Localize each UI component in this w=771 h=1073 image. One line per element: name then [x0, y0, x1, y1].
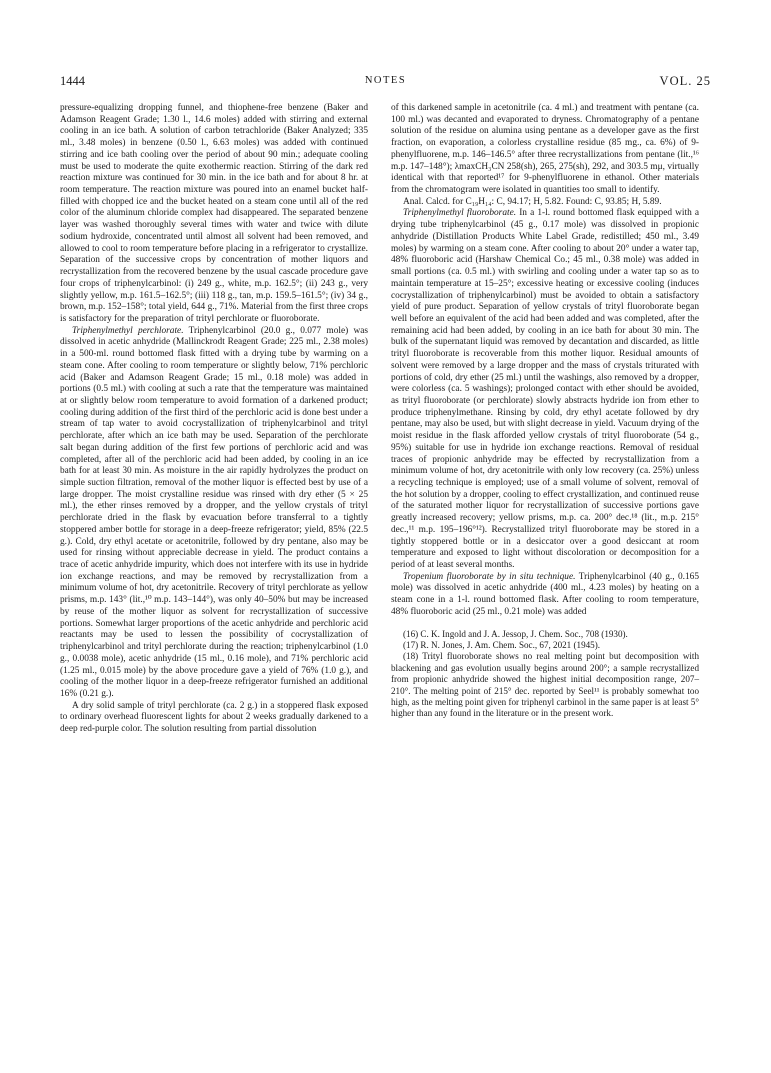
section-title: Triphenylmethyl perchlorate. [72, 325, 184, 336]
volume-label: VOL. 25 [659, 74, 711, 88]
paragraph-text: Triphenylcarbinol (20.0 g., 0.077 mole) was dissolved in acetic anhydride (Mallinckrodt Reagent Grade; 225 ml., 2.38 moles) in a 500-ml. round bottomed flask fitted with a drying tube by warming on a steam cone. After cooling to room temperature or slightly below, 71% perchloric acid (Baker and Adamson Reagent Grade; 15 ml., 0.18 mole) was added in portions (0.5 ml.) with cooling at such a rate that the temperature was maintained at or slightly below room temperature to avoid formation of a darkened product; cooling during addition of the first third of the perchloric acid is done best under a stream of tap water to avoid cocrystallization of triphenylcarbinol and trityl perchlorate, after which an ice bath may be used. Separation of the perchlorate salt began during addition of the first few portions of perchloric acid and was completed, after all of the perchloric acid had been added, by cooling in an ice bath for at least 30 min. As moisture in the air rapidly hydrolyzes the product on simple suction filtration, removal of the mother liquor is effected best by use of a large dropper. The moist crystalline residue was rinsed with dry ether (5 × 25 ml.), the ether rinses removed by a dropper, and the yellow crystals of trityl perchlorate dried in the flask by evacuation before transferral to a tightly stoppered amber bottle for storage in a deep-freeze refrigerator; yield, 85% (22.5 g.). Cold, dry ethyl acetate or acetonitrile, followed by dry pentane, also may be used for rinsing without appreciable decrease in yield. The product contains a trace of acetic anhydride impurity, which does not interfere with its use in hydride ion exchange reactions, and may be removed by recrystallization from a minimum volume of hot, dry acetonitrile. Recovery of trityl perchlorate as yellow prisms, m.p. 143° (lit.,¹⁰ m.p. 143–144°), was only 40–50% but may be increased by reuse of the mother liquor as solvent for recrystallization of successive portions. Somewhat larger proportions of the acetic anhydride and perchloric acid reactants may be used to lessen the possibility of cocrystallization of triphenylcarbinol and trityl perchlorate during the reaction; triphenylcarbinol (1.0 g., 0.0038 mole), acetic anhydride (15 ml., 0.16 mole), and 71% perchloric acid (1.25 ml., 0.015 mole) by the above procedure gave a yield of 76% (1.0 g.), and cooling of the mother liquor in a deep-freeze refrigerator furnished an additional 16% (0.21 g.). [60, 325, 368, 699]
left-column [60, 103, 368, 736]
paragraph-trityl-fluoroborate [391, 208, 699, 571]
section-title: Tropenium fluoroborate by in situ technique. [403, 571, 576, 582]
paragraph-trityl-perchlorate [60, 326, 368, 701]
paragraph: A dry solid sample of trityl perchlorate (ca. 2 g.) in a stoppered flask exposed to ordinary overhead fluorescent lights for about 2 weeks gradually darkened to a deep red-purple color. The solution resulting from partial dissolution [60, 700, 368, 735]
footnote-18: (18) Trityl fluoroborate shows no real melting point but decomposition with blackening and gas evolution usually begins around 200°; a sample recrystallized from propionic anhydride showed the highest initial decomposition range, 207–210°. The melting point of 215° dec. reported by Seel¹¹ is probably somewhat too high, as the melting point given for triphenyl carbinol in the same paper is at least 5° higher than any found in the literature or in the present work. [391, 651, 699, 719]
paragraph-text: Triphenylcarbinol (40 g., 0.165 mole) was dissolved in acetic anhydride (400 ml., 4.23 moles) by heating on a steam cone in a 1-l. round bottomed flask. After cooling to room temperature, 48% fluoroboric acid (25 ml., 0.21 mole) was added [391, 571, 699, 617]
paragraph: pressure-equalizing dropping funnel, and thiophene-free benzene (Baker and Adamson Reagent Grade; 1.30 l., 14.6 moles) added with stirring and external cooling in an ice bath. A solution of carbon tetrachloride (Baker Analyzed; 335 ml., 3.48 moles) in benzene (0.50 l., 6.63 moles) was added with continued stirring and ice bath cooling over the period of about 90 min.; adequate cooling must be used to moderate the quite exothermic reaction. Stirring of the dark red reaction mixture was continued for 30 min. in the ice bath and for about 8 hr. at room temperature. The reaction mixture was poured into an enamel bucket half-filled with chopped ice and the bucket heated on a steam cone until all of the red color of the aluminum chloride complex had disappeared. The separated benzene layer was washed thoroughly several times with water and twice with dilute sodium hydroxide, concentrated until almost all solvent had been removed, and allowed to cool to room temperature before placing in a refrigerator to crystallize. Separation of the successive crops by concentration of mother liquors and recrystallization from the recovered benzene by the usual cascade procedure gave four crops of triphenylcarbinol: (i) 249 g., white, m.p. 162.5°; (ii) 243 g., very slightly yellow, m.p. 161.5–162.5°; (iii) 118 g., tan, m.p. 159.5–161.5°; (iv) 34 g., brown, m.p. 152–158°; total yield, 644 g., 71%. Material from the first three crops is satisfactory for the preparation of trityl perchlorate or fluoroborate. [60, 103, 368, 324]
analysis-line: Anal. Calcd. for C₁₉H₁₄: C, 94.17; H, 5.82. Found: C, 93.85; H, 5.89. [403, 196, 662, 207]
paragraph-tropenium-fluoroborate [391, 572, 699, 619]
paragraph-text: In a 1-l. round bottomed flask equipped with a drying tube triphenylcarbinol (45 g., 0.17 mole) was dissolved in propionic anhydride (Distillation Products White Label Grade, redistilled; 450 ml., 3.49 moles) by warming on a steam cone. After cooling to about 20° under a water tap, 48% fluoroboric acid (Harshaw Chemical Co.; 45 ml., 0.38 mole) was added in small portions (ca. 0.5 ml.) with swirling and cooling under a water tap so as to maintain temperature at 15–25°; excessive heating or excessive cooling (induces cocrystallization of triphenylcarbinol) must be avoided to obtain a satisfactory yield of pure product. Separation of yellow crystals of trityl fluoroborate began well before an equivalent of the acid had been added and was completed, after the remaining acid had been added, by cooling in an ice bath for about 30 min. The bulk of the supernatant liquid was removed by decantation and discarded, as little trityl fluoroborate is recoverable from this mother liquor. Residual amounts of solvent were removed by a large dropper and the mass of crystals triturated with portions of cold, dry ether (25 ml.) until the washings, also removed by a dropper, were colorless (ca. 5 washings); prolonged contact with ether should be avoided, as trityl fluoroborate (or perchlorate) slowly abstracts hydride ion from ether to produce triphenylmethane. Rinsing by cold, dry ethyl acetate followed by dry pentane, may also be used, but with slight decrease in yield. Vacuum drying of the moist residue in the flask afforded yellow crystals of trityl fluoroborate (54 g., 95%) suitable for use in hydride ion exchange reactions. Removal of residual traces of propionic anhydride may be effected by recrystallization from a minimum volume of hot, dry acetonitrile with only low recovery (ca. 25%) unless a recycling technique is employed; use of a small volume of solvent, removal of the hot solution by a dropper, cooling to effect crystallization, and continued reuse of the saturated mother liquor for recrystallization of successive portions gave greatly increased recovery; yellow prisms, m.p. ca. 200° dec.¹⁸ (lit., m.p. 215° dec.,¹¹ m.p. 195–196°¹²). Recrystallized trityl fluoroborate may be stored in a tightly stoppered bottle or in a desiccator over a good desiccant at room temperature and exposed to light without discoloration or decomposition for a period of at least several months. [391, 208, 700, 571]
running-head: NOTES [364, 75, 407, 86]
paragraph: of this darkened sample in acetonitrile (ca. 4 ml.) and treatment with pentane (ca. 100 ml.) was decanted and evaporated to dryness. Chromatography of a pentane solution of the residue on alumina using pentane as a developer gave as the first fraction, on evaporation, a colorless crystalline residue (85 mg., ca. 6%) of 9-phenylfluorene, m.p. 146–146.5° after three recrystallizations from pentane (lit.,¹⁶ m.p. 147–148°); λmaxCH₃CN 258(sh), 265, 275(sh), 292, and 303.5 mμ, virtually identical with that reported¹⁷ for 9-phenylfluorene in ethanol. Other materials from the chromatogram were isolated in quantities too small to identify. [391, 103, 699, 196]
footnote-17: (17) R. N. Jones, J. Am. Chem. Soc., 67, 2021 (1945). [403, 640, 601, 651]
page-header [60, 74, 711, 90]
footnote-16: (16) C. K. Ingold and J. A. Jessop, J. Chem. Soc., 708 (1930). [403, 628, 628, 639]
page-number: 1444 [60, 74, 85, 88]
footnotes [391, 629, 699, 720]
section-title: Triphenylmethyl fluoroborate. [403, 208, 517, 219]
right-column [391, 103, 699, 720]
